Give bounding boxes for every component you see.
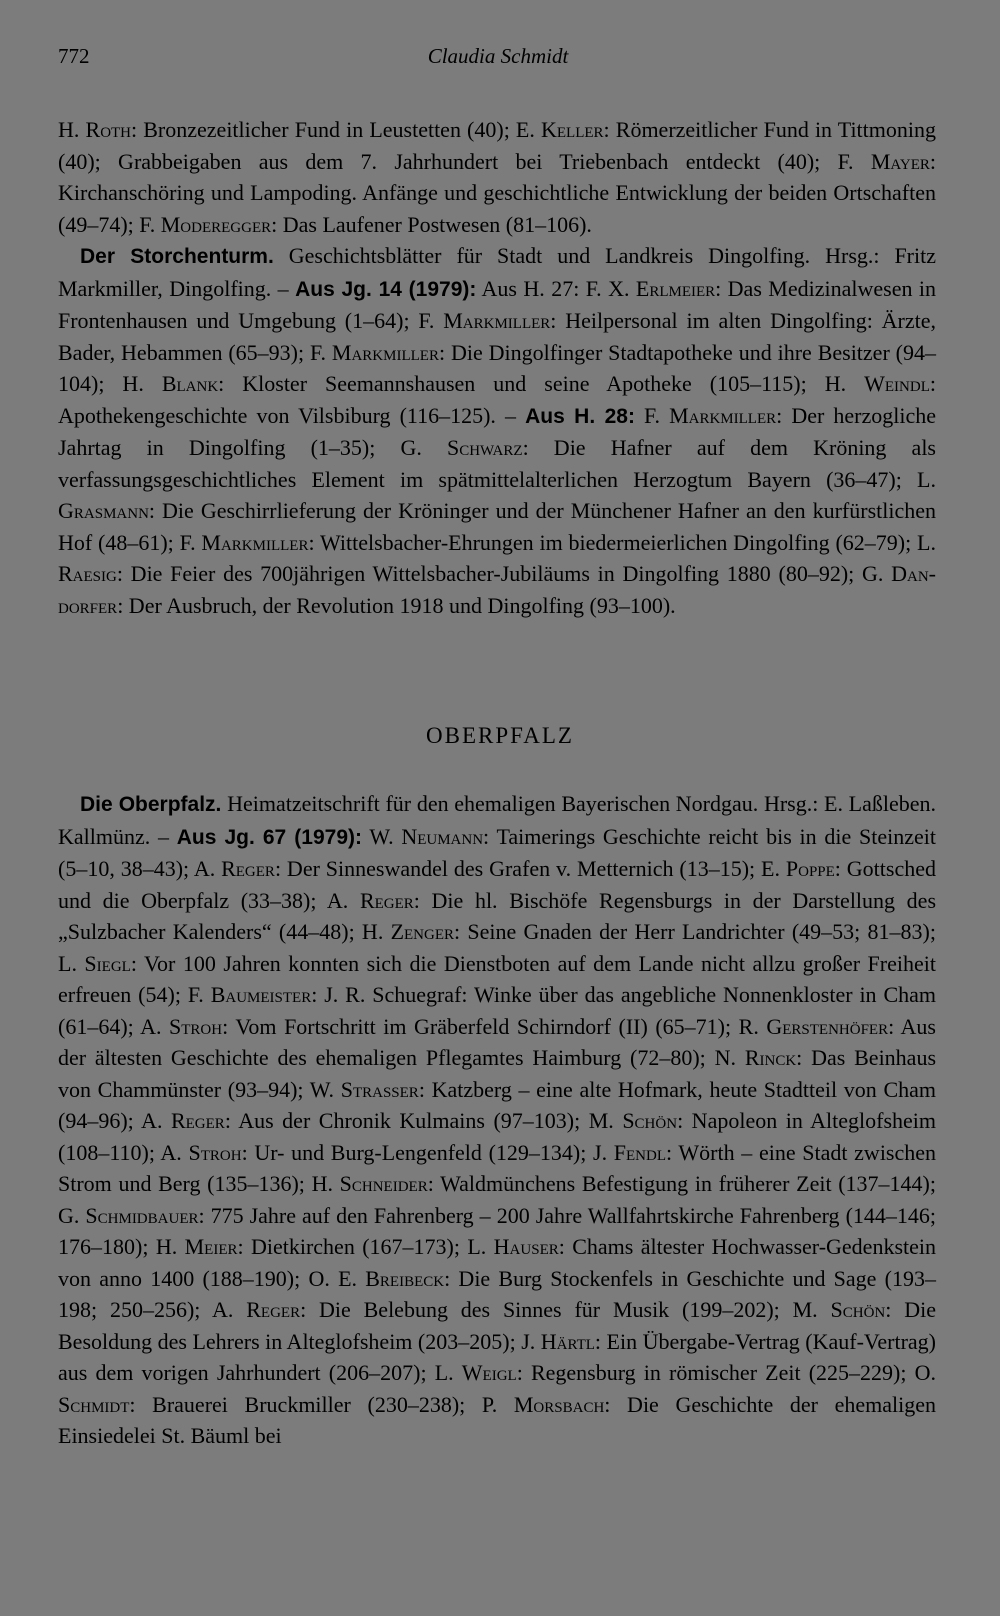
entry-text: : Taimerings Geschichte reicht bis in die Steinzeit (5–10, 38–43); A. <box>58 823 936 881</box>
author-name: Blank <box>161 371 219 396</box>
entry-text: F. <box>634 402 670 428</box>
entry-text: : Ein Übergabe-Vertrag (Kauf-Vertrag) aus dem vorigen Jahrhundert (206–207); L. <box>58 1328 936 1385</box>
author-name: Siegl <box>84 950 131 976</box>
entry-paragraph <box>58 114 936 240</box>
entry-text: : Seine Gnaden der Herr Landrichter (49–53; 81–83); L. <box>58 919 936 976</box>
entry-text: : Vor 100 Jahren konnten sich die Dienstboten auf dem Lande nicht allzu großer Freiheit erfreuen (54); F. <box>58 950 936 1007</box>
entry-text: : Die hl. Bischöfe Regensburgs in der Darstellung des „Sulzbacher Kalenders“ (44–48); H. <box>58 887 937 944</box>
entry-text: : Heilpersonal im alten Dingolfing: Ärzte, Bader, Hebammen (65–93); F. <box>58 308 937 365</box>
author-name: Erlmeier <box>635 275 716 301</box>
author-name: Reger <box>246 1297 301 1322</box>
author-name: Markmiller <box>443 308 551 333</box>
entry-text: : Brauerei Bruckmiller (230–238); P. <box>129 1391 514 1417</box>
issue-label: Aus H. 28: <box>525 404 635 428</box>
journal-title: Der Storchenturm. <box>80 245 274 268</box>
author-name: Reger <box>170 1108 225 1133</box>
entry-text: : Katzberg – eine alte Hofmark, heute Stadtteil von Cham (94–96); A. <box>58 1076 936 1133</box>
author-name: Weigl <box>461 1360 517 1385</box>
running-title: Claudia Schmidt <box>427 44 569 68</box>
entry-text: : Regensburg in römischer Zeit (225–229); O. <box>516 1360 937 1385</box>
author-name: Markmiller <box>331 339 439 365</box>
entry-text: : Waldmünchens Befestigung in früherer Zeit (137–144); G. <box>58 1171 936 1228</box>
author-name: Poppe <box>785 856 835 881</box>
entry-text: : Chams ältester Hochwasser-Gedenkstein von anno 1400 (188–190); O. E. <box>58 1234 936 1291</box>
entry-text: : Napoleon in Alteglofsheim (108–110); A. <box>58 1108 936 1165</box>
author-name: Schön <box>622 1108 678 1133</box>
entry-text: : Gottsched und die Oberpfalz (33–38); A. <box>58 856 936 913</box>
author-name: Markmiller <box>201 529 309 555</box>
entry-text: : Bronzezeitlicher Fund in Leustetten (40); E. <box>131 117 541 142</box>
text-block-bottom <box>58 788 936 1452</box>
entry-text: Heimatzeitschrift für den ehemaligen Bayerischen Nordgau. Hrsg.: E. Laßleben. Kallmünz. – <box>58 791 936 849</box>
author-name: Reger <box>359 887 414 913</box>
author-name: Neumann <box>401 823 484 849</box>
entry-text: : J. R. Schuegraf: Winke über das angebliche Nonnenkloster in Cham (61–64); A. <box>58 982 936 1039</box>
author-name: Breibeck <box>365 1265 445 1291</box>
author-name: Schneider <box>339 1171 428 1196</box>
entry-paragraph <box>58 240 936 621</box>
entry-text: : Römerzeitlicher Fund in Tittmoning (40); Grabbeigaben aus dem 7. Jahrhundert bei Triebenbach entdeckt (40); F. <box>58 117 937 174</box>
entry-text: : Der herzogliche Jahrtag in Dingolfing (1–35); G. <box>58 402 936 460</box>
entry-text: : Wittelsbacher-Ehrungen im biedermeierlichen Dingolfing (62–79); L. <box>308 529 936 555</box>
entry-text: H. <box>58 117 86 142</box>
author-name: Strasser <box>340 1076 419 1102</box>
author-name: Roth <box>85 117 132 142</box>
volume-label: Aus Jg. 67 (1979): <box>176 825 362 849</box>
page-header <box>58 44 938 78</box>
author-name: Dandorfer <box>58 561 936 618</box>
author-name: Stroh <box>169 1013 223 1039</box>
section-heading: OBERPFALZ <box>426 723 574 748</box>
entry-text: : Das Beinhaus von Chammünster (93–94); W. <box>58 1045 937 1102</box>
entry-text: : Vom Fortschritt im Gräberfeld Schirndorf (II) (65–71); R. <box>222 1013 767 1039</box>
journal-title: Die Oberpfalz. <box>80 793 222 816</box>
entry-text: : Apothekengeschichte von Vilsbiburg (116–125). – <box>58 371 936 428</box>
author-name: Raesig <box>58 561 117 586</box>
author-name: Schmidt <box>58 1391 130 1417</box>
author-name: Schwarz <box>446 435 523 460</box>
entry-text: W. <box>362 823 402 849</box>
entry-text: : Die Hafner auf dem Kröning als verfassungsgeschichtliches Element im spätmittelalterlichen Herzogtum Bayern (36–47); L. <box>58 435 936 492</box>
entry-text: Aus H. 27: F. X. <box>476 275 636 301</box>
author-name: Stroh <box>188 1139 242 1165</box>
page-number: 772 <box>58 44 90 68</box>
entry-text: : Die Feier des 700jährigen Wittelsbacher-Jubiläums in Dingolfing 1880 (80–92); G. <box>116 561 892 586</box>
author-name: Meier <box>184 1234 238 1259</box>
entry-text: : Die Besoldung des Lehrers in Alteglofsheim (203–205); J. <box>58 1297 936 1354</box>
author-name: Morsbach <box>513 1391 605 1417</box>
entry-text: : 775 Jahre auf den Fahrenberg – 200 Jahre Wallfahrtskirche Fahrenberg (144–146; 176–180); H. <box>58 1202 937 1259</box>
entry-text: : Ur- und Burg-Lengenfeld (129–134); J. <box>241 1139 614 1165</box>
entry-text: : Wörth – eine Stadt zwischen Strom und Berg (135–136); H. <box>58 1139 937 1196</box>
entry-text: : Das Laufener Postwesen (81–106). <box>271 211 592 237</box>
author-name: Moderegger <box>160 211 272 237</box>
author-name: Weindl <box>864 371 930 396</box>
author-name: Fendl <box>613 1139 666 1165</box>
entry-text: : Aus der ältesten Geschichte des ehemaligen Pflegamtes Haimburg (72–80); N. <box>58 1013 936 1070</box>
entry-text: Geschichtsblätter für Stadt und Landkreis Dingolfing. Hrsg.: Fritz Markmiller, Dingolfing. – <box>58 243 936 301</box>
entry-text: : Die Belebung des Sinnes für Musik (199–202); M. <box>300 1297 831 1322</box>
author-name: Schmidbauer <box>85 1202 199 1228</box>
entry-text: : Das Medizinalwesen in Frontenhausen und Umgebung (1–64); F. <box>58 275 936 333</box>
entry-text: : Der Sinneswandel des Grafen v. Metternich (13–15); E. <box>274 856 786 881</box>
author-name: Hauser <box>493 1234 559 1259</box>
entry-text: : Kloster Seemannshausen und seine Apotheke (105–115); H. <box>218 371 865 396</box>
author-name: Härtl <box>540 1328 595 1354</box>
author-name: Reger <box>221 856 275 881</box>
entry-text: : Die Geschichte der ehemaligen Einsiedelei St. Bäuml bei <box>58 1391 936 1448</box>
entry-text: : Dietkirchen (167–173); L. <box>237 1234 494 1259</box>
author-name: Keller <box>541 117 604 142</box>
author-name: Grasmann <box>58 498 149 523</box>
entry-text: : Aus der Chronik Kulmains (97–103); M. <box>224 1108 623 1133</box>
entry-text: : Kirchanschöring und Lampoding. Anfänge und geschichtliche Entwicklung der beiden Ortschaften (49–74); F. <box>58 148 936 237</box>
entry-text: : Der Ausbruch, der Revolution 1918 und Dingolfing (93–100). <box>117 592 676 618</box>
text-block-top <box>58 114 936 621</box>
entry-text: : Die Geschirrlieferung der Kröninger und der Münchener Hafner an den kurfürstlichen Hof (48–61); F. <box>58 498 936 555</box>
entry-text: : Die Dingolfinger Stadtapotheke und ihre Besitzer (94–104); H. <box>58 339 936 396</box>
author-name: Mayer <box>870 148 930 174</box>
volume-label: Aus Jg. 14 (1979): <box>295 277 477 301</box>
author-name: Rinck <box>744 1045 797 1070</box>
entry-text: : Die Burg Stockenfels in Geschichte und Sage (193–198; 250–256); A. <box>58 1265 936 1322</box>
author-name: Markmiller <box>669 402 777 428</box>
author-name: Gerstenhöfer <box>766 1013 889 1039</box>
author-name: Schön <box>830 1297 886 1322</box>
entry-paragraph <box>58 788 936 1452</box>
author-name: Zenger <box>390 919 454 944</box>
author-name: Baumeister <box>210 982 312 1007</box>
